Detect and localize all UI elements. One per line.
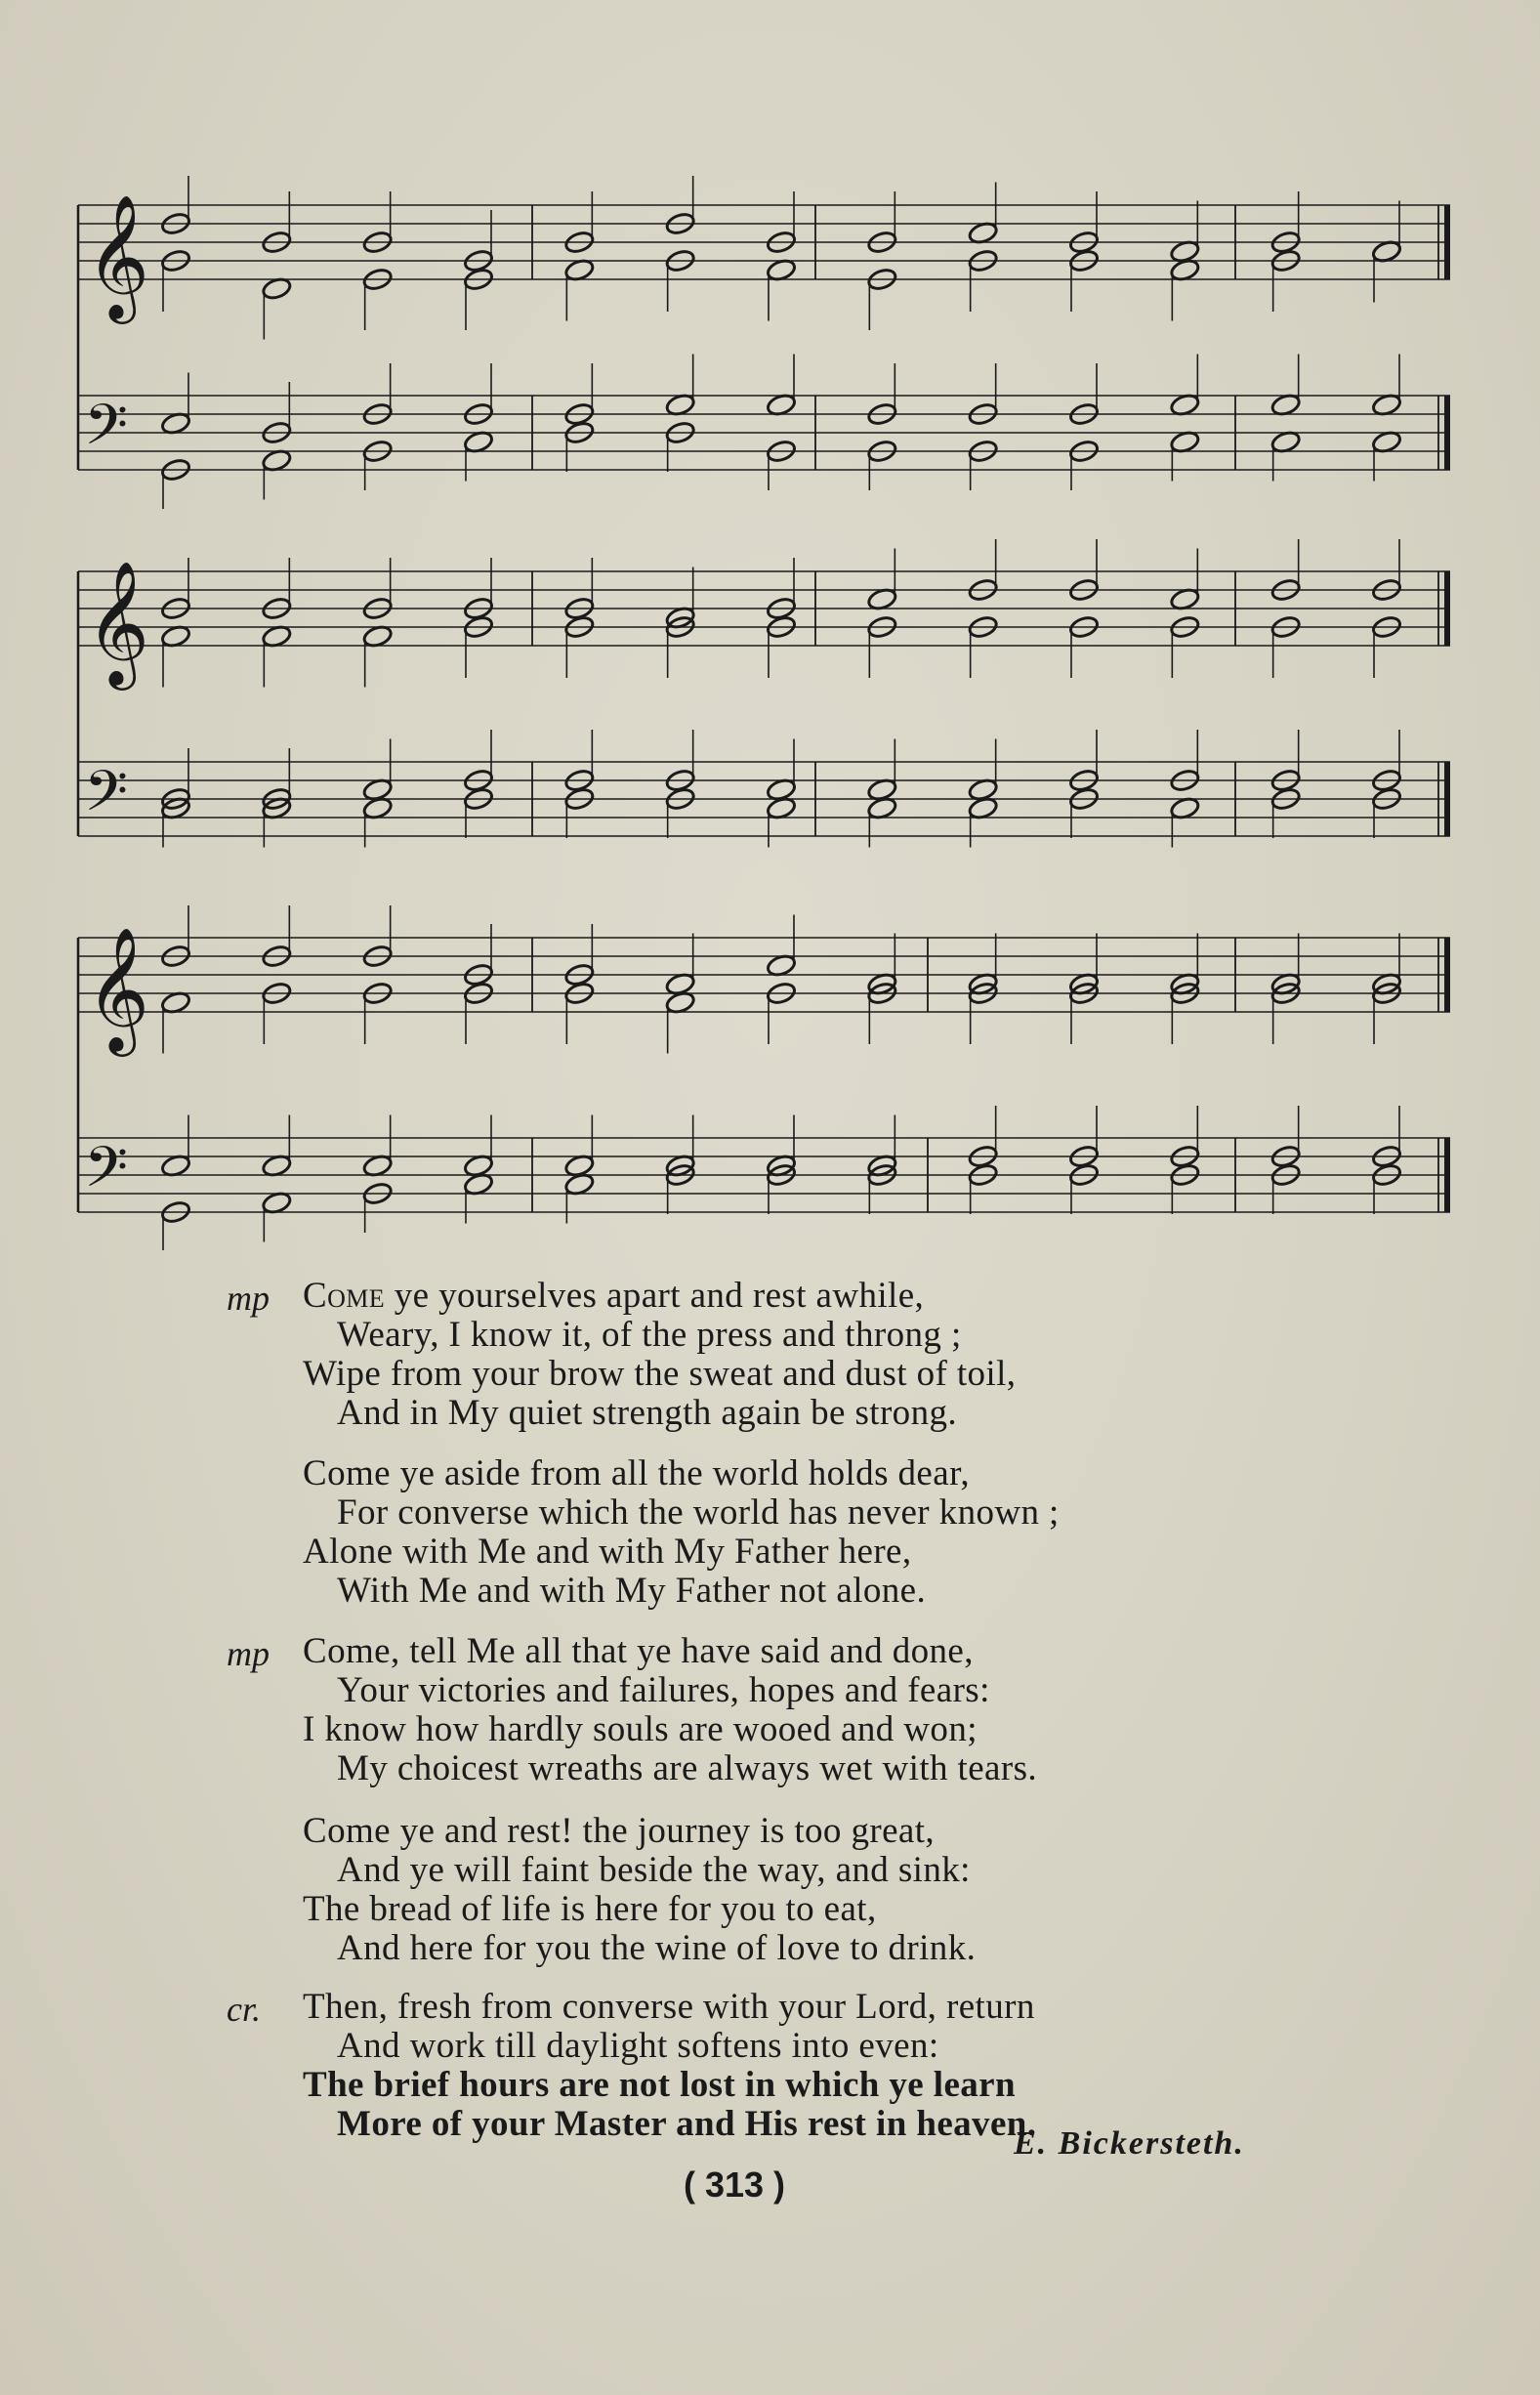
music-score: [59, 176, 1465, 1250]
stanza-3-line-3: I know how hardly souls are wooed and won;: [303, 1709, 978, 1749]
double-bar: [1444, 938, 1450, 1012]
stanza-5-line-3: The brief hours are not lost in which ye learn: [303, 2065, 1016, 2105]
stanza-1-line-4: And in My quiet strength again be strong.: [337, 1393, 958, 1433]
dynamic-marking: mp: [227, 1279, 270, 1318]
treble-clef-icon: 𝄞: [86, 926, 150, 1051]
stanza-3-line-4: My choicest wreaths are always wet with tears.: [337, 1748, 1038, 1788]
stanza-5-line-4: More of your Master and His rest in heaven.: [337, 2104, 1037, 2144]
stanza-2-line-2: For converse which the world has never known ;: [337, 1492, 1060, 1533]
stanza-2-line-4: With Me and with My Father not alone.: [337, 1571, 927, 1611]
double-bar: [1444, 205, 1450, 279]
treble-clef-icon: 𝄞: [86, 560, 150, 685]
line-rest: ye yourselves apart and rest awhile,: [385, 1276, 925, 1316]
bass-clef-icon: 𝄢: [84, 1134, 129, 1214]
treble-clef-icon: 𝄞: [86, 193, 150, 318]
bass-clef-icon: 𝄢: [84, 392, 129, 472]
double-bar: [1444, 1138, 1450, 1212]
stanza-5-line-2: And work till daylight softens into even:: [337, 2026, 939, 2066]
stanza-1-line-3: Wipe from your brow the sweat and dust of toil,: [303, 1354, 1017, 1394]
double-bar: [1444, 571, 1450, 646]
stanza-4-line-4: And here for you the wine of love to drink.: [337, 1928, 977, 1968]
stanza-3-line-1: Come, tell Me all that ye have said and done,: [303, 1631, 974, 1671]
double-bar: [1444, 762, 1450, 836]
dynamic-marking: cr.: [227, 1990, 261, 2029]
stanza-5-line-1: Then, fresh from converse with your Lord, return: [303, 1987, 1035, 2027]
stanza-2-line-3: Alone with Me and with My Father here,: [303, 1532, 912, 1572]
stanza-2-line-1: Come ye aside from all the world holds dear,: [303, 1453, 970, 1493]
stanza-1-line-1: [303, 1278, 924, 1314]
stanza-4-line-2: And ye will faint beside the way, and sink:: [337, 1850, 971, 1890]
bass-clef-icon: 𝄢: [84, 758, 129, 838]
stanza-4-line-3: The bread of life is here for you to eat,: [303, 1889, 877, 1929]
author-attribution: E. Bickersteth.: [1014, 2125, 1245, 2162]
page-number: ( 313 ): [684, 2164, 786, 2205]
stanza-4-line-1: Come ye and rest! the journey is too great,: [303, 1811, 936, 1851]
double-bar: [1444, 396, 1450, 470]
dynamic-marking: mp: [227, 1634, 270, 1673]
stanza-1-line-2: Weary, I know it, of the press and throng ;: [337, 1315, 962, 1355]
first-word: Come: [303, 1276, 386, 1316]
stanza-3-line-2: Your victories and failures, hopes and fears:: [337, 1670, 990, 1710]
